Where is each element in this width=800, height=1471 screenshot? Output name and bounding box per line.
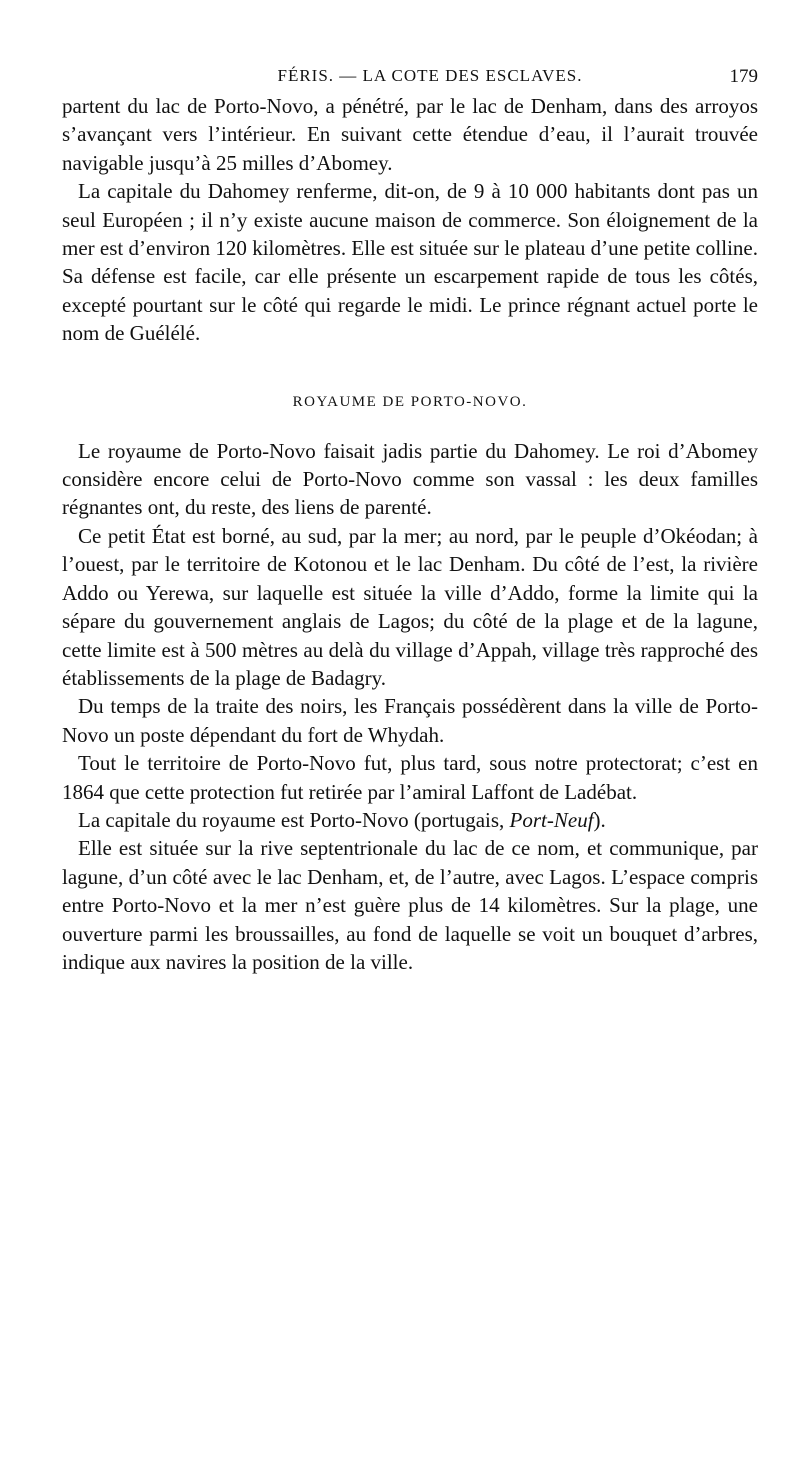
paragraph-2: La capitale du Dahomey renferme, dit-on, de 9 à 10 000 habitants dont pas un seul Européen ; il n’y existe aucune maison de commerce. Son éloignement de la mer est d’environ 120 kilomètres. Elle est située sur le plateau d’une petite colline. Sa défense est facile, car elle présente un escarpement rapide de tous les côtés, excepté pourtant sur le côté qui regarde le midi. Le prince régnant actuel porte le nom de Guélélé. [62, 179, 758, 346]
paragraph-7-end: ). [593, 807, 606, 832]
paragraph-8: Elle est située sur la rive septentrionale du lac de ce nom, et communique, par lagune, d’un côté avec le lac Denham, et, de l’autre, avec Lagos. L’espace compris entre Porto-Novo et la mer n’est guère plus de 14 kilomètres. Sur la plage, une ouverture parmi les broussailles, au fond de laquelle se voit un bouquet d’arbres, indique aux navires la position de la ville. [62, 836, 758, 974]
page-number: 179 [729, 66, 758, 87]
book-page [62, 66, 758, 976]
paragraph-7-text: La capitale du royaume est Porto-Novo (portugais, [78, 807, 510, 832]
paragraph-7-italic: Port-Neuf [509, 807, 594, 832]
section-heading: ROYAUME DE PORTO-NOVO. [292, 393, 528, 410]
paragraph-1: partent du lac de Porto-Novo, a pénétré, par le lac de Denham, dans des arroyos s’avançant vers l’intérieur. En suivant cette étendue d’eau, il l’aurait trouvée navigable jusqu’à 25 milles d’Abomey. [62, 94, 758, 175]
paragraph-4: Ce petit État est borné, au sud, par la mer; au nord, par le peuple d’Okéodan; à l’ouest, par le territoire de Kotonou et le lac Denham. Du côté de l’est, la rivière Addo ou Yerewa, sur laquelle est située la ville d’Addo, forme la limite qui la sépare du gouvernement anglais de Lagos; du côté de la plage et de la lagune, cette limite est à 500 mètres au delà du village d’Appah, village très rapproché des établissements de la plage de Badagry. [62, 523, 758, 690]
paragraph-5: Du temps de la traite des noirs, les Français possédèrent dans la ville de Porto-Novo un poste dépendant du fort de Whydah. [62, 694, 758, 747]
running-title: FÉRIS. — LA COTE DES ESCLAVES. [277, 66, 583, 85]
body-text [62, 92, 758, 976]
paragraph-6: Tout le territoire de Porto-Novo fut, plus tard, sous notre protectorat; c’est en 1864 que cette protection fut retirée par l’amiral Laffont de Ladébat. [62, 751, 758, 804]
paragraph-3: Le royaume de Porto-Novo faisait jadis partie du Dahomey. Le roi d’Abomey considère encore celui de Porto-Novo comme son vassal : les deux familles régnantes ont, du reste, des liens de parenté. [62, 438, 758, 520]
paragraph-7 [62, 806, 758, 834]
running-header [62, 66, 758, 92]
